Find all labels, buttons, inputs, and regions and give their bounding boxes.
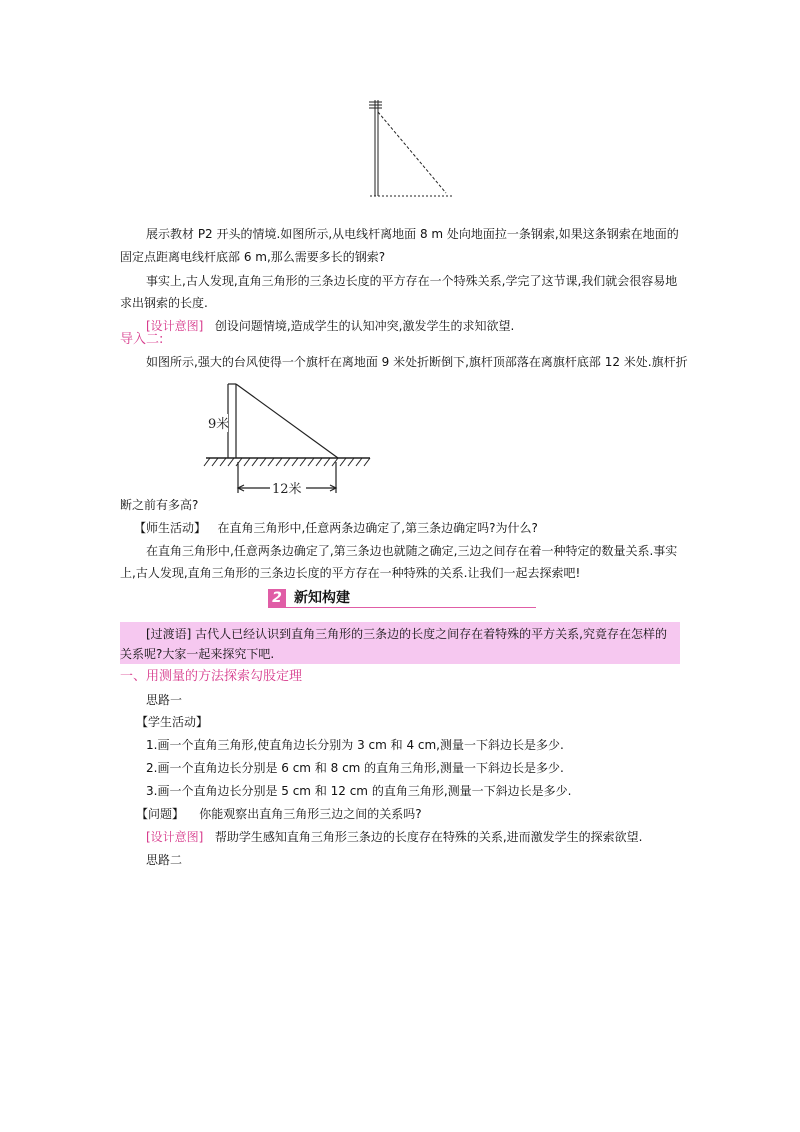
base-label: 12米: [272, 482, 302, 497]
question-line: [136, 806, 422, 822]
para3-line1: 如图所示,强大的台风使得一个旗杆在离地面 9 米处折断倒下,旗杆顶部落在离旗杆底部 12 米处.旗杆折: [146, 355, 688, 369]
para4-line1: 在直角三角形中,任意两条边确定了,第三条边也就随之确定,三边之间存在着一种特定的数量关系.事实: [146, 544, 678, 558]
section-header-new-knowledge: [268, 588, 536, 608]
activity-tag: 【师生活动】: [134, 521, 207, 535]
section-number-badge: 2: [268, 589, 286, 607]
para4-line2: 上,古人发现,直角三角形的三条边长度的平方存在一种特殊的关系.让我们一起去探索吧!: [120, 566, 581, 580]
para1-line2: 固定点距离电线杆底部 6 m,那么需要多长的钢索?: [120, 250, 386, 264]
question-tag: 【问题】: [136, 807, 185, 821]
task-item: 3.画一个直角边长分别是 5 cm 和 12 cm 的直角三角形,测量一下斜边长是多少.: [146, 784, 572, 798]
student-activity-tag: 【学生活动】: [136, 715, 209, 729]
design-text: 帮助学生感知直角三角形三条边的长度存在特殊的关系,进而激发学生的探索欲望.: [214, 830, 643, 844]
design-text: 创设问题情境,造成学生的认知冲突,激发学生的求知欲望.: [214, 319, 515, 333]
height-label: 9米: [208, 417, 230, 432]
para1-line1: 展示教材 P2 开头的情境.如图所示,从电线杆离地面 8 m 处向地面拉一条钢索,如果这条钢索在地面的: [146, 227, 679, 241]
task-item: 2.画一个直角边长分别是 6 cm 和 8 cm 的直角三角形,测量一下斜边长是多少.: [146, 761, 564, 775]
import2-title: 导入二:: [120, 332, 164, 347]
design-tag: [设计意图]: [146, 830, 204, 844]
design-note-2: [146, 829, 642, 845]
teacher-student-activity: [134, 520, 538, 536]
para3-line2: 断之前有多高?: [120, 498, 199, 512]
task-item: 1.画一个直角三角形,使直角边长分别为 3 cm 和 4 cm,测量一下斜边长是多少.: [146, 738, 564, 752]
heading-measurement-method: 一、用测量的方法探索勾股定理: [120, 669, 303, 684]
design-note-1: [146, 318, 514, 334]
question-text: 你能观察出直角三角形三边之间的关系吗?: [199, 807, 422, 821]
transition-line2: 关系呢?大家一起来探究下吧.: [120, 647, 275, 661]
figure-broken-flagpole: [200, 378, 375, 498]
idea1-label: 思路一: [146, 693, 183, 707]
transition-line1: [过渡语] 古代人已经认识到直角三角形的三条边的长度之间存在着特殊的平方关系,究竟存在怎样的: [146, 627, 667, 641]
section-title: 新知构建: [294, 590, 350, 606]
idea2-label: 思路二: [146, 853, 183, 867]
activity-text: 在直角三角形中,任意两条边确定了,第三条边确定吗?为什么?: [217, 521, 538, 535]
para2-line1: 事实上,古人发现,直角三角形的三条边长度的平方存在一个特殊关系,学完了这节课,我们就会很容易地: [146, 274, 678, 288]
section-underline: [268, 607, 536, 608]
transition-banner: [120, 622, 680, 664]
design-tag: [设计意图]: [146, 319, 204, 333]
figure-utility-pole: [360, 96, 460, 200]
para2-line2: 求出钢索的长度.: [120, 296, 208, 310]
